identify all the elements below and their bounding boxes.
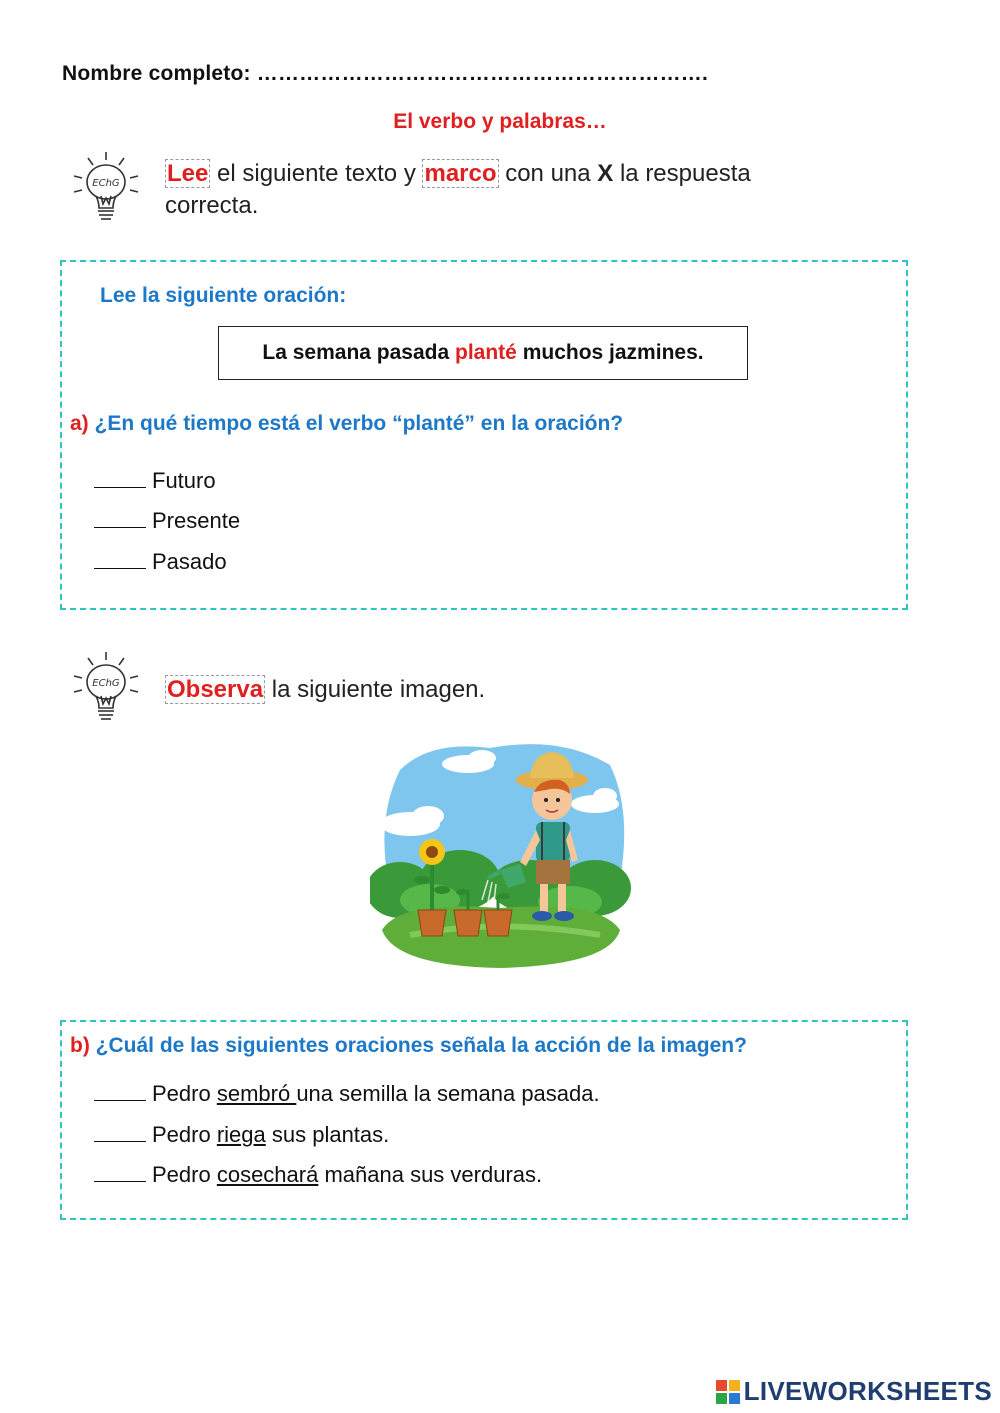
question-a-letter: a) xyxy=(70,412,89,435)
option-a-3[interactable] xyxy=(94,549,227,575)
option-after: mañana sus verduras. xyxy=(318,1162,543,1187)
sentence-box xyxy=(218,326,748,380)
answer-blank[interactable] xyxy=(94,1123,146,1142)
question-b-text: ¿Cuál de las siguientes oraciones señala la acción de la imagen? xyxy=(89,1034,747,1057)
option-label: Pasado xyxy=(152,549,227,574)
option-a-2[interactable] xyxy=(94,508,240,534)
question-a-text: ¿En qué tiempo está el verbo “planté” en la oración? xyxy=(88,412,624,435)
instruction-2 xyxy=(165,674,485,706)
sentence-verb: planté xyxy=(455,341,517,364)
option-verb: cosechará xyxy=(216,1162,319,1187)
instruction-text: la respuesta correcta. xyxy=(165,160,751,219)
option-verb: sembró xyxy=(216,1081,297,1106)
instruction-text: la siguiente imagen. xyxy=(265,676,486,703)
instruction-word-lee: Lee xyxy=(167,160,209,187)
option-b-2[interactable] xyxy=(94,1122,389,1148)
instruction-1 xyxy=(165,158,825,222)
question-b xyxy=(70,1034,747,1058)
section-a-heading: Lee la siguiente oración: xyxy=(100,284,347,307)
logo-mark-icon xyxy=(716,1380,740,1404)
option-after: sus plantas. xyxy=(265,1122,390,1147)
instruction-text: el siguiente texto y xyxy=(210,160,423,187)
option-b-1[interactable] xyxy=(94,1081,600,1107)
lightbulb-icon xyxy=(68,648,144,726)
answer-blank[interactable] xyxy=(94,1163,146,1182)
bulb-text: EChG xyxy=(92,178,120,189)
option-before: Pedro xyxy=(152,1081,217,1106)
bulb-text: EChG xyxy=(92,678,120,689)
sentence-before: La semana pasada xyxy=(262,341,456,364)
name-label: Nombre completo: xyxy=(62,62,251,85)
answer-blank[interactable] xyxy=(94,550,146,569)
option-a-1[interactable] xyxy=(94,468,216,494)
instruction-text: con una xyxy=(498,160,598,187)
option-label: Presente xyxy=(152,508,241,533)
instruction-x: X xyxy=(597,160,614,187)
gardening-boy-illustration xyxy=(370,730,632,972)
option-verb: riega xyxy=(216,1122,266,1147)
instruction-word-marco: marco xyxy=(424,160,497,187)
question-a xyxy=(70,412,623,436)
option-b-3[interactable] xyxy=(94,1162,542,1188)
option-before: Pedro xyxy=(152,1122,217,1147)
answer-blank[interactable] xyxy=(94,509,146,528)
name-dots[interactable]: ………………………………………………………. xyxy=(256,62,709,85)
logo-text: LIVEWORKSHEETS xyxy=(743,1376,992,1406)
option-before: Pedro xyxy=(152,1162,217,1187)
option-label: Futuro xyxy=(152,468,216,493)
worksheet-title: El verbo y palabras… xyxy=(393,110,607,133)
answer-blank[interactable] xyxy=(94,469,146,488)
question-b-letter: b) xyxy=(70,1034,90,1057)
answer-blank[interactable] xyxy=(94,1082,146,1101)
liveworksheets-logo xyxy=(716,1376,992,1407)
name-line xyxy=(62,62,708,86)
instruction-word-observa: Observa xyxy=(167,676,264,703)
lightbulb-icon xyxy=(68,148,144,226)
sentence-after: muchos jazmines. xyxy=(516,341,704,364)
option-after: una semilla la semana pasada. xyxy=(296,1081,600,1106)
